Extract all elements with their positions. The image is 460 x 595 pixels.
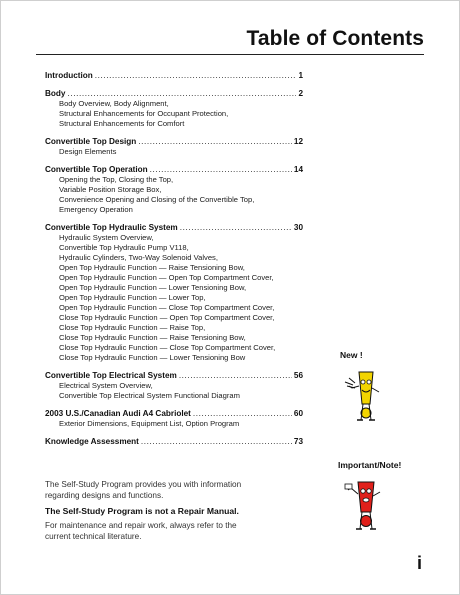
toc-subentry: Open Top Hydraulic Function — Lower Tensioning Bow, bbox=[59, 283, 247, 292]
toc-entry-page: 56 bbox=[293, 371, 303, 380]
toc-subentry: Opening the Top, Closing the Top, bbox=[59, 175, 174, 184]
toc-subentry: Close Top Hydraulic Function — Raise Tensioning Bow, bbox=[59, 333, 246, 342]
notes-line-2: regarding designs and functions. bbox=[45, 491, 164, 500]
table-of-contents bbox=[45, 70, 303, 454]
toc-subentry: Open Top Hydraulic Function — Open Top Compartment Cover, bbox=[59, 273, 274, 282]
toc-entry-page: 1 bbox=[298, 71, 303, 80]
toc-subentry: Electrical System Overview, bbox=[59, 381, 153, 390]
toc-subentry: Convertible Top Electrical System Functional Diagram bbox=[59, 391, 240, 400]
toc-section bbox=[45, 436, 303, 447]
toc-leader-dots bbox=[67, 88, 296, 99]
toc-entry-title: Knowledge Assessment bbox=[45, 437, 139, 446]
toc-leader-dots bbox=[138, 136, 292, 147]
toc-subentry: Close Top Hydraulic Function — Close Top Compartment Cover, bbox=[59, 343, 276, 352]
self-study-notes bbox=[45, 479, 305, 542]
toc-entry-title: Introduction bbox=[45, 71, 93, 80]
page-number: i bbox=[416, 553, 422, 573]
toc-entry-title: Convertible Top Electrical System bbox=[45, 371, 177, 380]
toc-entry-page: 30 bbox=[293, 223, 303, 232]
toc-section bbox=[45, 222, 303, 363]
toc-section bbox=[45, 408, 303, 429]
toc-leader-dots bbox=[193, 408, 292, 419]
toc-entry[interactable] bbox=[45, 88, 303, 99]
toc-entry-title: Convertible Top Operation bbox=[45, 165, 148, 174]
notes-line-1: The Self-Study Program provides you with information bbox=[45, 480, 242, 489]
toc-subentry: Variable Position Storage Box, bbox=[59, 185, 162, 194]
toc-entry-page: 2 bbox=[298, 89, 303, 98]
toc-entry[interactable] bbox=[45, 436, 303, 447]
toc-subentry: Convenience Opening and Closing of the Convertible Top, bbox=[59, 195, 255, 204]
toc-entry[interactable] bbox=[45, 408, 303, 419]
toc-subentry: Open Top Hydraulic Function — Lower Top, bbox=[59, 293, 206, 302]
toc-entry-page: 73 bbox=[293, 437, 303, 446]
important-note-mascot-icon bbox=[343, 476, 387, 532]
toc-leader-dots bbox=[179, 370, 292, 381]
toc-entry-page: 14 bbox=[293, 165, 303, 174]
new-label: New ! bbox=[340, 350, 363, 360]
toc-section bbox=[45, 370, 303, 401]
notes-line-3: For maintenance and repair work, always refer to the bbox=[45, 521, 237, 530]
toc-subentry: Emergency Operation bbox=[59, 205, 133, 214]
toc-entry[interactable] bbox=[45, 70, 303, 81]
page-title: Table of Contents bbox=[246, 27, 424, 50]
toc-section bbox=[45, 164, 303, 215]
toc-subentry: Open Top Hydraulic Function — Raise Tensioning Bow, bbox=[59, 263, 245, 272]
toc-subentry: Body Overview, Body Alignment, bbox=[59, 99, 169, 108]
toc-subentry: Exterior Dimensions, Equipment List, Option Program bbox=[59, 419, 240, 428]
toc-subentry: Structural Enhancements for Occupant Protection, bbox=[59, 109, 229, 118]
toc-section bbox=[45, 88, 303, 129]
toc-subentry: Structural Enhancements for Comfort bbox=[59, 119, 185, 128]
toc-subentry: Convertible Top Hydraulic Pump V118, bbox=[59, 243, 189, 252]
toc-entry-title: Convertible Top Design bbox=[45, 137, 137, 146]
toc-entry[interactable] bbox=[45, 164, 303, 175]
toc-subentry: Hydraulic System Overview, bbox=[59, 233, 154, 242]
toc-entry[interactable] bbox=[45, 222, 303, 233]
notes-line-4: current technical literature. bbox=[45, 532, 142, 541]
toc-section bbox=[45, 70, 303, 81]
toc-section bbox=[45, 136, 303, 157]
title-divider bbox=[36, 54, 424, 55]
toc-entry[interactable] bbox=[45, 370, 303, 381]
toc-entry-title: 2003 U.S./Canadian Audi A4 Cabriolet bbox=[45, 409, 191, 418]
new-info-mascot-icon bbox=[343, 366, 387, 422]
toc-leader-dots bbox=[95, 70, 297, 81]
toc-entry[interactable] bbox=[45, 136, 303, 147]
toc-entry-page: 60 bbox=[293, 409, 303, 418]
toc-leader-dots bbox=[141, 436, 292, 447]
toc-subentry: Hydraulic Cylinders, Two-Way Solenoid Valves, bbox=[59, 253, 218, 262]
toc-leader-dots bbox=[150, 164, 292, 175]
toc-entry-page: 12 bbox=[293, 137, 303, 146]
important-note-label: Important/Note! bbox=[338, 460, 402, 470]
toc-subentry: Open Top Hydraulic Function — Close Top Compartment Cover, bbox=[59, 303, 275, 312]
toc-subentry: Close Top Hydraulic Function — Lower Tensioning Bow bbox=[59, 353, 246, 362]
toc-subentry: Design Elements bbox=[59, 147, 117, 156]
toc-entry-title: Convertible Top Hydraulic System bbox=[45, 223, 178, 232]
notes-disclaimer: The Self-Study Program is not a Repair Manual. bbox=[45, 506, 239, 516]
toc-leader-dots bbox=[180, 222, 292, 233]
toc-subentry: Close Top Hydraulic Function — Open Top Compartment Cover, bbox=[59, 313, 275, 322]
toc-subentry: Close Top Hydraulic Function — Raise Top, bbox=[59, 323, 206, 332]
toc-entry-title: Body bbox=[45, 89, 66, 98]
